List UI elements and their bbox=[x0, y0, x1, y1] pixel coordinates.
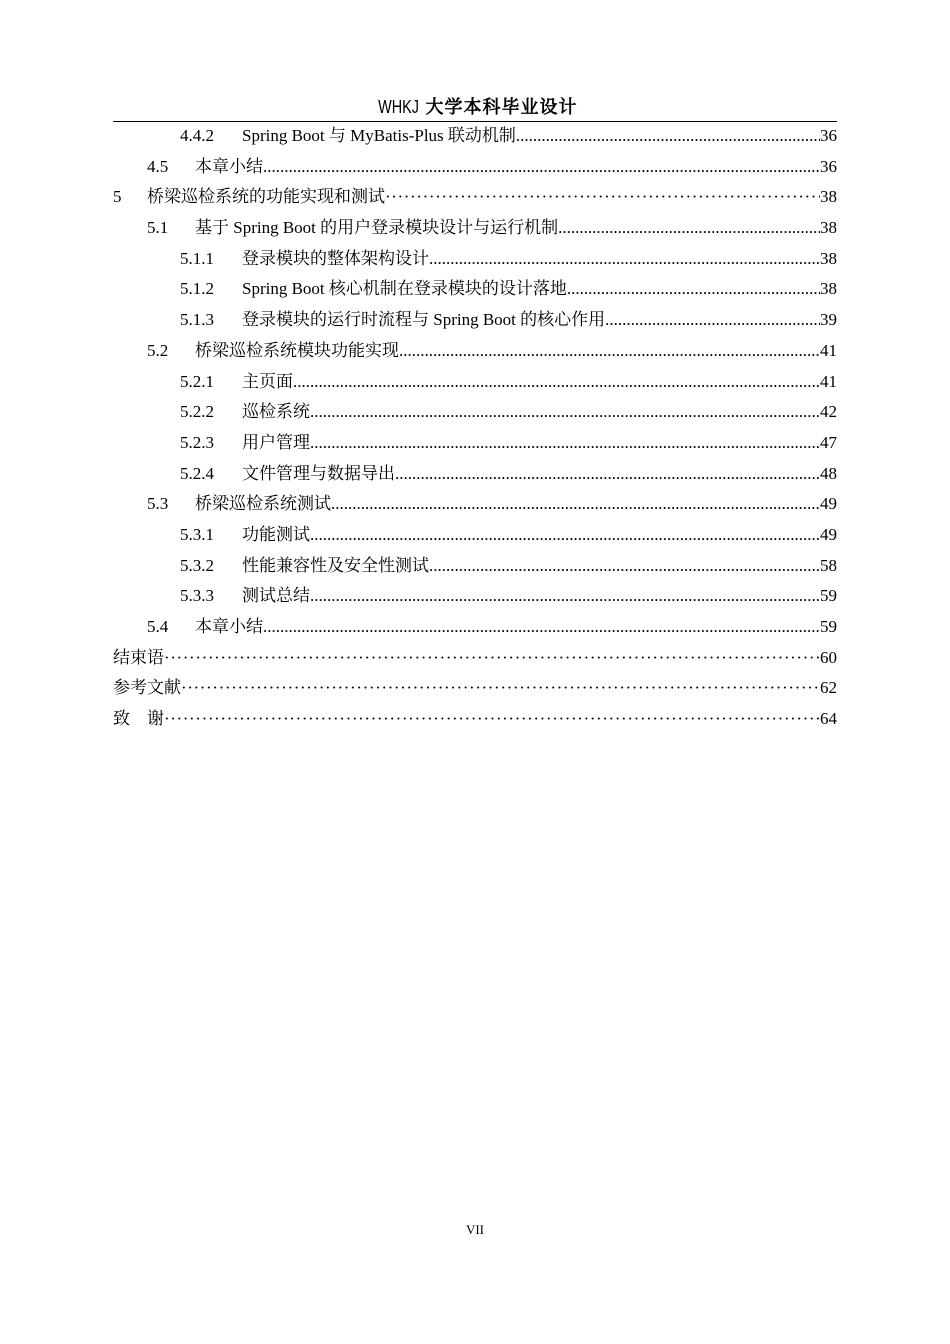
toc-entry[interactable] bbox=[113, 673, 837, 704]
toc-entry-page: 38 bbox=[820, 248, 837, 268]
toc-entry[interactable] bbox=[113, 428, 837, 459]
toc-entry-number: 5.3.2 bbox=[180, 555, 214, 575]
toc-dot-leader bbox=[399, 336, 820, 367]
toc-entry-title: 测试总结 bbox=[242, 586, 310, 606]
toc-entry-title: 文件管理与数据导出 bbox=[242, 463, 395, 483]
toc-entry-page: 47 bbox=[820, 432, 837, 452]
toc-entry-title: Spring Boot 核心机制在登录模块的设计落地 bbox=[242, 279, 567, 299]
toc-entry-page: 36 bbox=[820, 126, 837, 145]
toc-entry-page: 49 bbox=[820, 524, 837, 544]
toc-entry-title: 结束语 bbox=[113, 647, 164, 667]
toc-entry[interactable] bbox=[113, 305, 837, 336]
toc-entry-page: 38 bbox=[820, 279, 837, 299]
toc-entry[interactable] bbox=[113, 274, 837, 305]
toc-entry-number: 5.3.3 bbox=[180, 586, 214, 606]
toc-entry[interactable] bbox=[113, 367, 837, 398]
toc-dot-leader bbox=[567, 274, 820, 305]
toc-entry-page: 58 bbox=[820, 555, 837, 575]
toc-entry-page: 38 bbox=[820, 218, 837, 238]
toc-entry-page: 38 bbox=[820, 187, 837, 207]
toc-entry[interactable] bbox=[113, 336, 837, 367]
page-number: VII bbox=[465, 1222, 485, 1237]
toc-entry[interactable] bbox=[113, 551, 837, 582]
toc-dot-leader bbox=[164, 643, 820, 674]
toc-dot-leader bbox=[310, 520, 820, 551]
toc-dot-leader bbox=[331, 489, 820, 520]
toc-entry-number: 5.2 bbox=[147, 340, 169, 360]
toc-entry-number: 5 bbox=[113, 187, 122, 207]
toc-entry-number: 4.4.2 bbox=[180, 126, 214, 145]
toc-dot-leader bbox=[263, 612, 820, 643]
toc-entry-page: 42 bbox=[820, 402, 837, 422]
toc-dot-leader bbox=[558, 213, 820, 244]
toc-entry-number: 5.2.3 bbox=[180, 432, 214, 452]
toc-entry-title: 功能测试 bbox=[242, 524, 310, 544]
toc-entry-number: 5.3.1 bbox=[180, 524, 214, 544]
toc-entry-title: 基于 Spring Boot 的用户登录模块设计与运行机制 bbox=[195, 218, 559, 238]
toc-entry-page: 62 bbox=[820, 678, 837, 698]
page-header bbox=[113, 94, 837, 122]
toc-dot-leader bbox=[310, 581, 820, 612]
header-abbr: WHKJ bbox=[377, 97, 419, 117]
toc-entry-number: 5.2.1 bbox=[180, 371, 214, 391]
toc-entry[interactable] bbox=[113, 459, 837, 490]
toc-entry[interactable] bbox=[113, 520, 837, 551]
toc-entry-page: 60 bbox=[820, 647, 837, 667]
toc-entry-number: 4.5 bbox=[147, 156, 169, 176]
toc-entry-number: 5.2.2 bbox=[180, 402, 214, 422]
toc-entry[interactable] bbox=[113, 397, 837, 428]
toc-dot-leader bbox=[310, 428, 820, 459]
toc-entry-title: 本章小结 bbox=[195, 617, 263, 636]
toc-entry[interactable] bbox=[113, 121, 837, 152]
toc-entry-title: 主页面 bbox=[242, 371, 293, 391]
toc-entry-title: 本章小结 bbox=[195, 156, 263, 176]
toc-entry-title: 致 谢 bbox=[113, 709, 164, 729]
toc-entry[interactable] bbox=[113, 182, 837, 213]
toc-entry-title: 登录模块的整体架构设计 bbox=[242, 248, 429, 268]
toc-entry-title: 登录模块的运行时流程与 Spring Boot 的核心作用 bbox=[242, 310, 606, 330]
toc-entry-page: 39 bbox=[820, 310, 837, 330]
toc-dot-leader bbox=[516, 121, 820, 152]
toc-entry[interactable] bbox=[113, 704, 837, 735]
toc-entry-page: 48 bbox=[820, 463, 837, 483]
toc-entry-page: 41 bbox=[820, 340, 837, 360]
toc-entry[interactable] bbox=[113, 643, 837, 674]
toc-entry-title: Spring Boot 与 MyBatis-Plus 联动机制 bbox=[242, 126, 516, 145]
toc-entry-page: 59 bbox=[820, 617, 837, 636]
toc-dot-leader bbox=[605, 305, 820, 336]
toc-entry[interactable] bbox=[113, 581, 837, 612]
toc-entry-title: 用户管理 bbox=[242, 432, 310, 452]
toc-entry[interactable] bbox=[113, 489, 837, 520]
toc-entry-title: 桥梁巡检系统的功能实现和测试 bbox=[147, 187, 385, 207]
toc-entry-page: 36 bbox=[820, 156, 837, 176]
toc-entry-page: 49 bbox=[820, 494, 837, 514]
toc-entry-title: 桥梁巡检系统测试 bbox=[195, 494, 331, 514]
toc-dot-leader bbox=[395, 459, 820, 490]
toc-dot-leader bbox=[429, 244, 820, 275]
header-university: 大学本科毕业设计 bbox=[425, 97, 578, 117]
toc-entry-title: 桥梁巡检系统模块功能实现 bbox=[195, 340, 399, 360]
toc-entry-number: 5.1 bbox=[147, 218, 169, 238]
toc-dot-leader bbox=[310, 397, 820, 428]
toc-entry-page: 41 bbox=[820, 371, 837, 391]
toc-entry-number: 5.4 bbox=[147, 617, 169, 636]
table-of-contents bbox=[113, 121, 837, 735]
toc-entry-title: 参考文献 bbox=[113, 678, 181, 698]
toc-entry[interactable] bbox=[113, 612, 837, 643]
toc-entry[interactable] bbox=[113, 213, 837, 244]
toc-entry-number: 5.1.2 bbox=[180, 279, 214, 299]
toc-dot-leader bbox=[293, 367, 820, 398]
toc-dot-leader bbox=[429, 551, 820, 582]
toc-entry-title: 性能兼容性及安全性测试 bbox=[242, 555, 429, 575]
toc-entry-page: 64 bbox=[820, 709, 837, 729]
toc-entry-number: 5.1.3 bbox=[180, 310, 214, 330]
toc-entry-number: 5.2.4 bbox=[180, 463, 214, 483]
toc-dot-leader bbox=[181, 673, 820, 704]
toc-entry-number: 5.1.1 bbox=[180, 248, 214, 268]
toc-entry-title: 巡检系统 bbox=[242, 402, 310, 422]
toc-entry-number: 5.3 bbox=[147, 494, 169, 514]
toc-dot-leader bbox=[385, 182, 820, 213]
toc-entry-page: 59 bbox=[820, 586, 837, 606]
toc-entry[interactable] bbox=[113, 244, 837, 275]
toc-entry[interactable] bbox=[113, 152, 837, 183]
toc-dot-leader bbox=[263, 152, 820, 183]
toc-dot-leader bbox=[164, 704, 820, 735]
